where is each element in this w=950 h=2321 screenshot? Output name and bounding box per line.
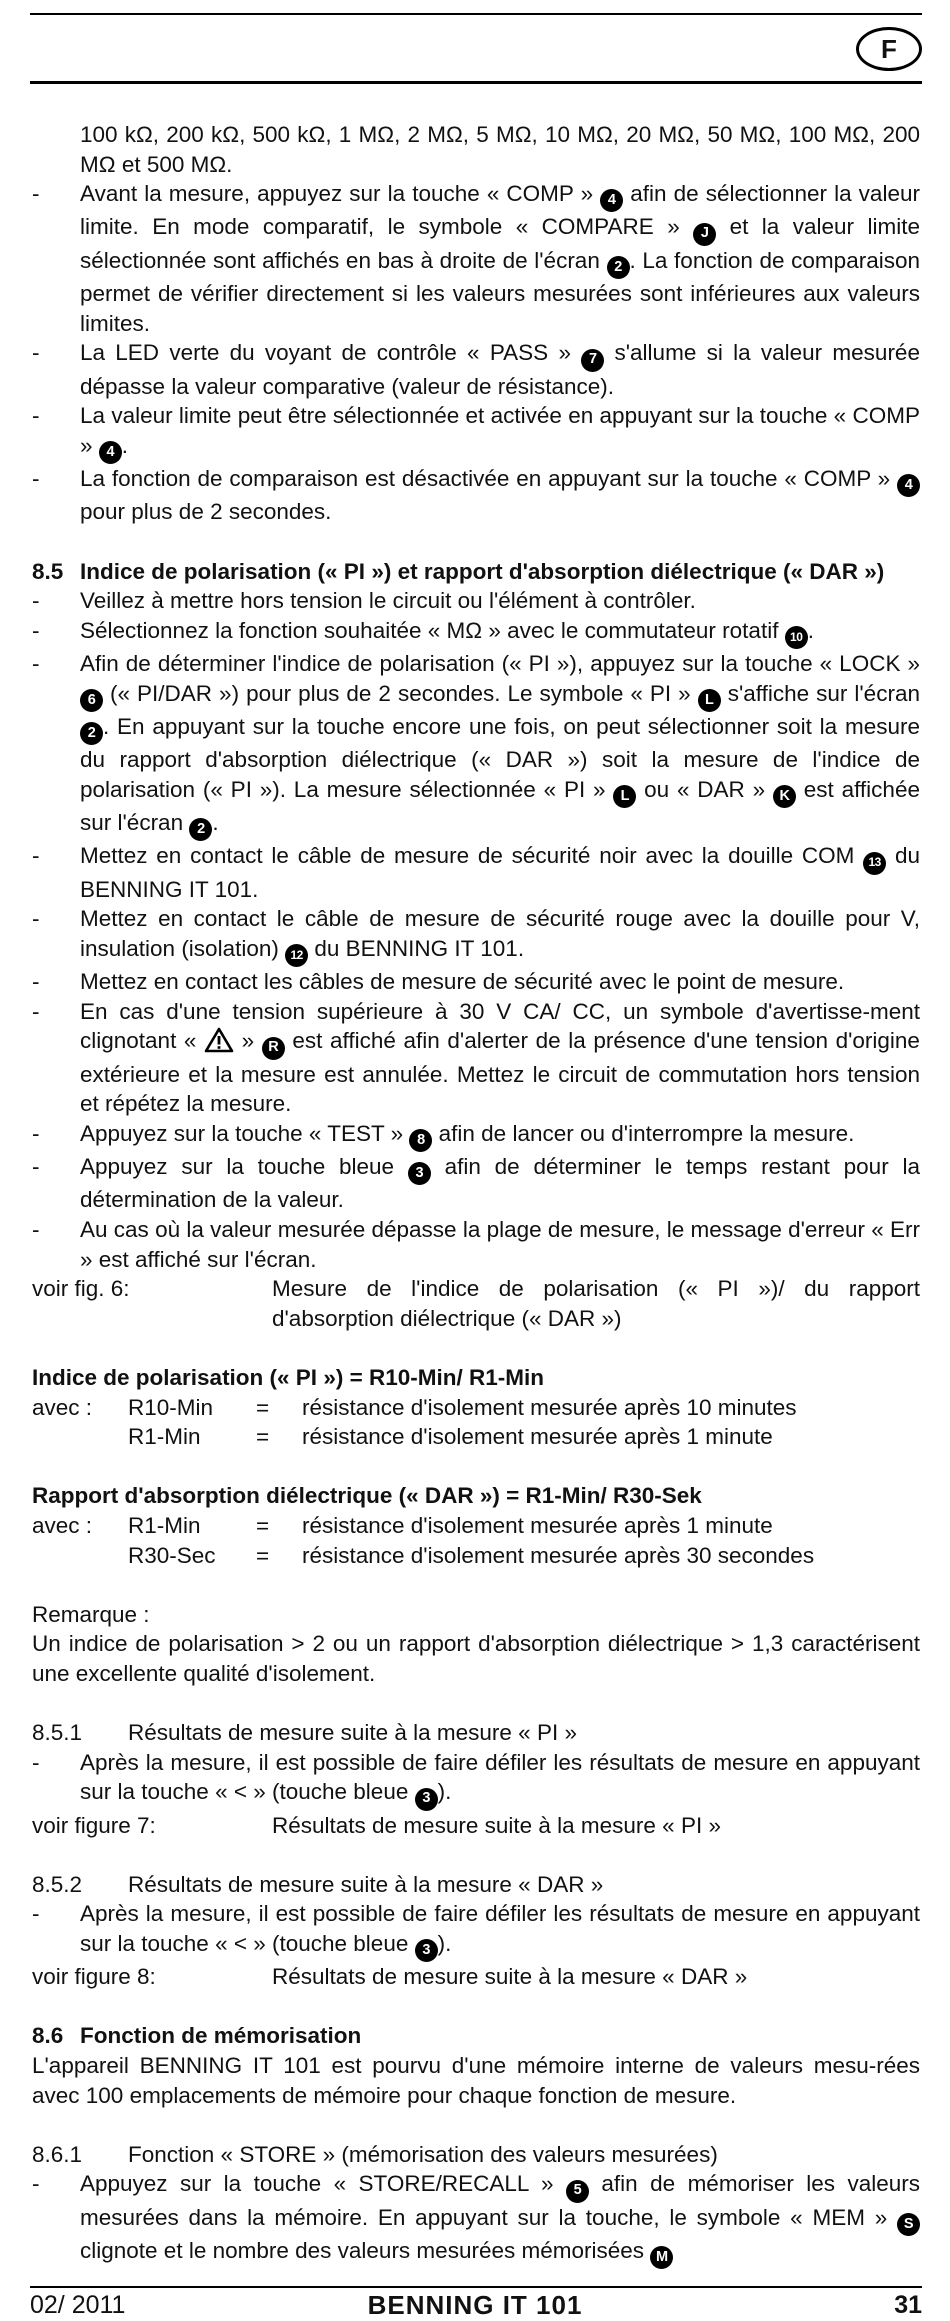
list-item-text: Mettez en contact le câble de mesure de sécurité noir avec la douille COM 13 du BENNING IT 101. <box>80 843 920 902</box>
marker-3: 3 <box>415 1939 438 1962</box>
list-item <box>32 338 920 401</box>
formula-symbol: R1-Min <box>128 1424 201 1450</box>
list-item-text: La LED verte du voyant de contrôle « PASS » 7 s'allume si la valeur mesurée dépasse la valeur comparative (valeur de résistance). <box>80 340 920 399</box>
formula-equals: = <box>256 1512 270 1538</box>
section-heading-8-5 <box>32 557 920 587</box>
bullet-dash: - <box>32 466 40 492</box>
bullet-dash: - <box>32 906 40 932</box>
figure-reference-text: Résultats de mesure suite à la mesure « DAR » <box>272 1964 748 1990</box>
figure-reference <box>32 1811 920 1841</box>
list-item-text: Au cas où la valeur mesurée dépasse la plage de mesure, le message d'erreur « Err » est affiché sur l'écran. <box>80 1217 920 1272</box>
bullet-dash: - <box>32 969 40 995</box>
section-heading-8-5-2 <box>32 1870 920 1900</box>
list-item-text: Après la mesure, il est possible de faire défiler les résultats de mesure en appuyant sur la touche « < » (touche bleue 3 ). <box>80 1748 920 1811</box>
marker-3: 3 <box>415 1788 438 1811</box>
section-number: 8.5.1 <box>32 1720 83 1746</box>
section-title: Résultats de mesure suite à la mesure « PI » <box>128 1720 577 1746</box>
formula-description: résistance d'isolement mesurée après 1 minute <box>302 1512 773 1538</box>
marker-k: K <box>773 785 796 808</box>
bullet-dash: - <box>32 588 40 614</box>
formula-description: résistance d'isolement mesurée après 10 minutes <box>302 1394 797 1420</box>
bullet-dash: - <box>32 1120 40 1146</box>
list-item <box>32 1119 920 1152</box>
marker-2: 2 <box>189 818 212 841</box>
bullet-dash: - <box>32 340 40 366</box>
list-item <box>32 841 920 904</box>
formula-equals: = <box>256 1394 270 1420</box>
marker-3: 3 <box>408 1162 431 1185</box>
section-title: Indice de polarisation (« PI ») et rapport d'absorption diélectrique (« DAR ») <box>80 558 885 584</box>
ranges-paragraph: 100 kΩ, 200 kΩ, 500 kΩ, 1 MΩ, 2 MΩ, 5 MΩ, 10 MΩ, 20 MΩ, 50 MΩ, 100 MΩ, 200 MΩ et 500 MΩ. <box>80 122 920 177</box>
marker-m: M <box>650 2246 673 2269</box>
list-item <box>32 179 920 338</box>
marker-13: 13 <box>863 852 886 875</box>
section-title: Résultats de mesure suite à la mesure « DAR » <box>128 1871 604 1897</box>
marker-4: 4 <box>600 189 623 212</box>
list-item <box>32 616 920 649</box>
section-number: 8.5.2 <box>32 1871 83 1897</box>
marker-l: L <box>613 785 636 808</box>
section-heading-8-6 <box>32 2021 920 2051</box>
formula-row <box>32 1541 920 1571</box>
formula-equals: = <box>256 1424 270 1450</box>
formula-symbol: R1-Min <box>128 1512 201 1538</box>
marker-j: J <box>693 223 716 246</box>
formula-pi-title: Indice de polarisation (« PI ») = R10-Min/ R1-Min <box>32 1365 544 1390</box>
bullet-dash: - <box>32 2171 40 2197</box>
list-item <box>32 401 920 464</box>
figure-reference-label: voir fig. 6: <box>32 1276 130 1302</box>
marker-4: 4 <box>99 441 122 464</box>
figure-reference-text: Mesure de l'indice de polarisation (« PI »)/ du rapport d'absorption diélectrique (« DAR ») <box>272 1276 920 1331</box>
remark-label: Remarque : <box>32 1601 150 1627</box>
bullet-dash: - <box>32 843 40 869</box>
formula-symbol: R10-Min <box>128 1394 214 1420</box>
bullet-dash: - <box>32 1901 40 1927</box>
list-item-text: Veillez à mettre hors tension le circuit ou l'élément à contrôler. <box>80 588 696 614</box>
list-item-text: Appuyez sur la touche « STORE/RECALL » 5 afin de mémoriser les valeurs mesurées dans la mémoire. En appuyant sur la touche, le symbole « MEM » S clignote et le nombre des valeurs mesurées mémorisées M <box>80 2169 920 2269</box>
list-item-text: Avant la mesure, appuyez sur la touche « COMP » 4 afin de sélectionner la valeur limite. En mode comparatif, le symbole « COMPARE » J et la valeur limite sélectionnée sont affichés en bas à droite de l'écran 2 . La fonction de comparaison permet de vérifier directement si les valeurs mesurées sont inférieures aux valeurs limites. <box>80 181 920 336</box>
memory-paragraph: L'appareil BENNING IT 101 est pourvu d'une mémoire interne de valeurs mesu-rées avec 100 emplacements de mémoire pour chaque fonction de mesure. <box>32 2053 920 2108</box>
section-heading-8-6-1 <box>32 2140 920 2170</box>
bullet-dash: - <box>32 1154 40 1180</box>
bullet-dash: - <box>32 617 40 643</box>
section-number: 8.6.1 <box>32 2141 83 2167</box>
footer-rule <box>30 2286 922 2288</box>
marker-7: 7 <box>581 349 604 372</box>
list-item-text: La fonction de comparaison est désactivée en appuyant sur la touche « COMP » 4 pour plus de 2 secondes. <box>80 464 920 527</box>
bullet-dash: - <box>32 1749 40 1775</box>
warning-triangle-icon <box>204 1027 234 1053</box>
list-item-text: Sélectionnez la fonction souhaitée « MΩ » avec le commutateur rotatif 10 . <box>80 616 920 649</box>
formula-row <box>32 1511 920 1541</box>
list-item <box>32 586 920 616</box>
formula-description: résistance d'isolement mesurée après 30 secondes <box>302 1542 815 1568</box>
section-heading-8-5-1 <box>32 1718 920 1748</box>
list-item-text: Afin de déterminer l'indice de polarisation (« PI »), appuyez sur la touche « LOCK » 6 (« PI/DAR ») pour plus de 2 secondes. Le symbole « PI » L s'affiche sur l'écran 2 . En appuyant sur la touche encore une fois, on peut sélectionner soit la mesure du rapport d'absorption diélectrique (« DAR ») soit la mesure de l'indice de polarisation (« PI »). La mesure sélectionnée « PI » L ou « DAR » K est affichée sur l'écran 2 . <box>80 649 920 841</box>
marker-8: 8 <box>409 1129 432 1152</box>
marker-5: 5 <box>566 2180 589 2203</box>
figure-reference-text: Résultats de mesure suite à la mesure « PI » <box>272 1812 721 1838</box>
bullet-dash: - <box>32 998 40 1024</box>
list-item <box>32 997 920 1119</box>
list-item-text: En cas d'une tension supérieure à 30 V CA/ CC, un symbole d'avertisse-ment clignotant « » R est affiché afin d'alerter de la présence d'une tension d'origine extérieure et la mesure est annulée. Mettez le circuit de commutation hors tension et répétez la mesure. <box>80 998 920 1117</box>
formula-dar-title: Rapport d'absorption diélectrique (« DAR ») = R1-Min/ R30-Sek <box>32 1483 702 1509</box>
list-item-text: La valeur limite peut être sélectionnée et activée en appuyant sur la touche « COMP » 4 . <box>80 401 920 464</box>
formula-equals: = <box>256 1542 270 1568</box>
list-item <box>32 2169 920 2269</box>
list-item <box>32 649 920 841</box>
top-rule <box>30 13 922 15</box>
formula-description: résistance d'isolement mesurée après 1 minute <box>302 1424 773 1450</box>
marker-2: 2 <box>607 256 630 279</box>
list-item-text: Mettez en contact le câble de mesure de sécurité rouge avec la douille pour V, insulation (isolation) 12 du BENNING IT 101. <box>80 904 920 967</box>
marker-12: 12 <box>285 944 308 967</box>
list-item-text: Appuyez sur la touche « TEST » 8 afin de lancer ou d'interrompre la mesure. <box>80 1119 920 1152</box>
section-title: Fonction de mémorisation <box>80 2023 362 2049</box>
page-content <box>32 120 920 2269</box>
list-item <box>32 464 920 527</box>
language-badge-text: F <box>881 33 897 64</box>
formula-symbol: R30-Sec <box>128 1542 216 1568</box>
list-item-text: Mettez en contact les câbles de mesure de sécurité avec le point de mesure. <box>80 969 845 995</box>
header-rule <box>30 81 922 84</box>
formula-row <box>32 1422 920 1452</box>
marker-10: 10 <box>785 626 808 649</box>
section-number: 8.5 <box>32 558 64 584</box>
formula-avec: avec : <box>32 1394 93 1420</box>
bullet-dash: - <box>32 403 40 429</box>
list-item-text: Appuyez sur la touche bleue 3 afin de déterminer le temps restant pour la détermination de la valeur. <box>80 1154 920 1213</box>
section-title: Fonction « STORE » (mémorisation des valeurs mesurées) <box>128 2141 718 2167</box>
marker-l: L <box>698 689 721 712</box>
list-item-text: Après la mesure, il est possible de faire défiler les résultats de mesure en appuyant sur la touche « < » (touche bleue 3 ). <box>80 1899 920 1962</box>
formula-avec: avec : <box>32 1512 93 1538</box>
marker-r: R <box>262 1037 285 1060</box>
language-badge <box>856 27 922 71</box>
figure-reference-label: voir figure 8: <box>32 1964 156 1990</box>
marker-s: S <box>897 2213 920 2236</box>
figure-reference <box>32 1962 920 1992</box>
remark-text: Un indice de polarisation > 2 ou un rapport d'absorption diélectrique > 1,3 caractérisent une excellente qualité d'isolement. <box>32 1631 920 1686</box>
section-number: 8.6 <box>32 2023 64 2049</box>
footer-page-number: 31 <box>894 2291 922 2319</box>
marker-4: 4 <box>897 474 920 497</box>
figure-reference <box>32 1274 920 1333</box>
list-item <box>32 1748 920 1811</box>
list-item <box>32 1152 920 1215</box>
list-item <box>32 967 920 997</box>
footer-date: 02/ 2011 <box>30 2291 126 2319</box>
marker-2: 2 <box>80 722 103 745</box>
formula-row <box>32 1393 920 1423</box>
bullet-dash: - <box>32 1217 40 1243</box>
list-item <box>32 1215 920 1274</box>
bullet-dash: - <box>32 181 40 207</box>
marker-6: 6 <box>80 689 103 712</box>
list-item <box>32 1899 920 1962</box>
bullet-dash: - <box>32 651 40 677</box>
footer-product: BENNING IT 101 <box>367 2290 583 2320</box>
list-item <box>32 904 920 967</box>
figure-reference-label: voir figure 7: <box>32 1812 156 1838</box>
